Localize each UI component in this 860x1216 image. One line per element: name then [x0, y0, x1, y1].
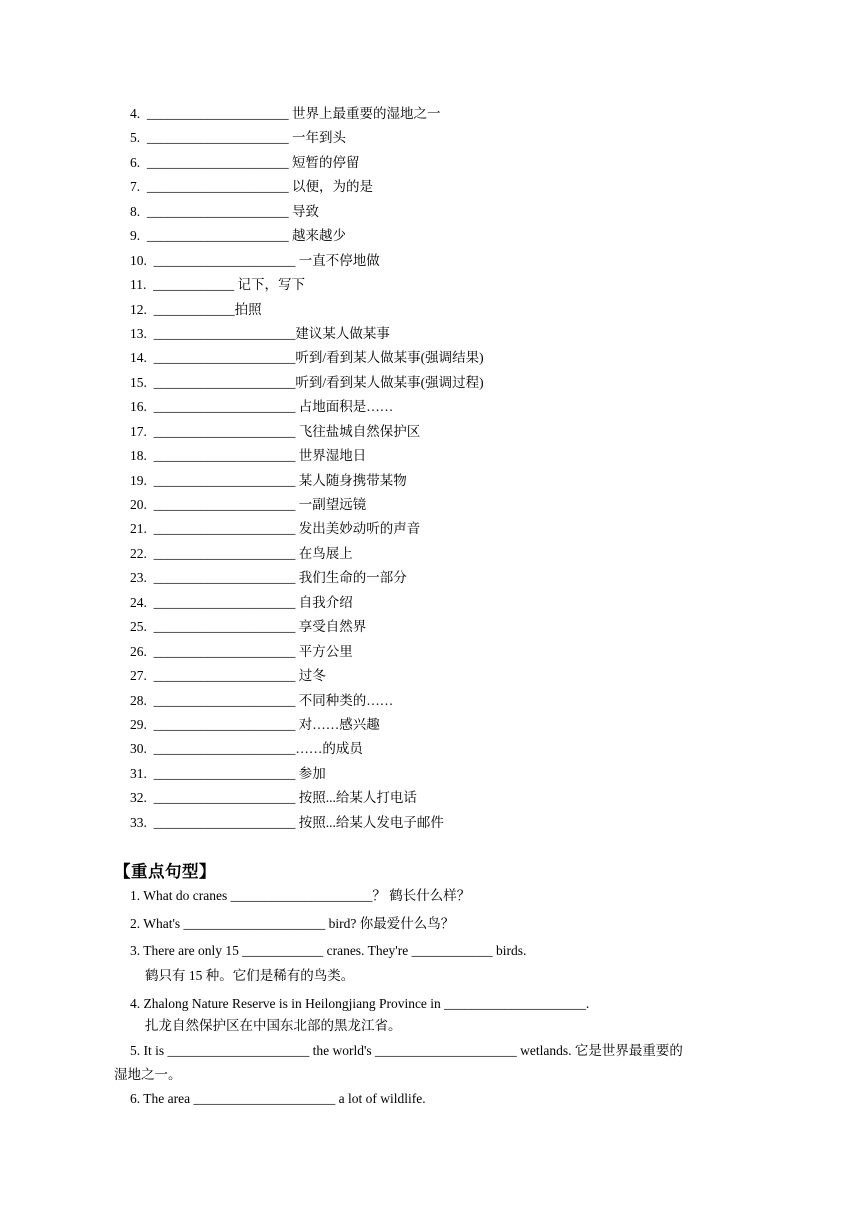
vocab-item-text: _____________________ 一年到头	[146, 130, 346, 146]
vocab-item-text: _____________________ 越来越少	[146, 228, 346, 244]
vocab-item-number: 9.	[130, 228, 141, 244]
vocab-item-text: _____________________ 平方公里	[153, 643, 353, 659]
vocab-item-number: 27.	[130, 668, 147, 684]
vocab-item-text: _____________________ 世界上最重要的湿地之一	[146, 106, 441, 121]
vocab-item-number: 26.	[130, 643, 147, 659]
vocab-item-text: _____________________ 在鸟展上	[153, 545, 353, 561]
sentence-5: 5. It is _____________________ the world's _____________________ wetlands. 它是世界最重要的	[130, 1043, 683, 1058]
sentence-4: 4. Zhalong Nature Reserve is in Heilongjiang Province in _____________________.	[130, 996, 590, 1011]
vocab-item	[130, 249, 770, 273]
vocab-item-text: ____________ 记下，写下	[153, 277, 305, 293]
vocab-item	[130, 566, 770, 590]
vocab-item-text: _____________________ 按照...给某人发电子邮件	[153, 814, 444, 830]
vocab-item-text: ____________拍照	[153, 301, 262, 317]
sentence-5-continuation: 湿地之一。	[114, 1067, 182, 1082]
vocab-item-text: _____________________ 世界湿地日	[153, 448, 367, 464]
vocab-item	[130, 322, 770, 346]
vocab-item	[130, 371, 770, 395]
vocab-item-number: 11.	[130, 277, 147, 293]
vocab-item-text: _____________________ 不同种类的……	[153, 692, 394, 708]
vocab-item-text: _____________________ 占地面积是……	[153, 399, 394, 415]
vocabulary-list	[130, 102, 770, 835]
vocab-item-number: 12.	[130, 301, 147, 317]
vocab-item-number: 13.	[130, 325, 147, 341]
vocab-item-number: 30.	[130, 741, 147, 757]
sentence-3: 3. There are only 15 ____________ cranes. They're ____________ birds.	[130, 943, 527, 958]
vocab-item-text: _____________________ 一直不停地做	[153, 252, 380, 268]
vocab-item-text: _____________________ 参加	[153, 765, 326, 781]
vocab-item	[130, 517, 770, 541]
vocab-item-number: 16.	[130, 399, 147, 415]
vocab-item-text: _____________________……的成员	[153, 741, 363, 757]
vocab-item-text: _____________________听到/看到某人做某事(强调结果)	[153, 350, 484, 366]
vocab-item	[130, 640, 770, 664]
vocab-item-number: 23.	[130, 570, 147, 586]
vocab-item	[130, 689, 770, 713]
vocab-item-number: 19.	[130, 472, 147, 488]
sentence-3-translation: 鹤只有 15 种。它们是稀有的鸟类。	[145, 968, 355, 983]
vocab-item-text: _____________________ 发出美妙动听的声音	[153, 521, 421, 537]
vocab-item-number: 22.	[130, 545, 147, 561]
sentence-6: 6. The area _____________________ a lot of wildlife.	[130, 1091, 426, 1106]
vocab-item	[130, 786, 770, 810]
vocab-item-text: _____________________建议某人做某事	[153, 325, 390, 341]
vocab-item-number: 10.	[130, 252, 147, 268]
vocab-item	[130, 151, 770, 175]
vocab-item	[130, 615, 770, 639]
vocab-item-number: 29.	[130, 716, 147, 732]
sentence-1: 1. What do cranes _____________________？ 鹤长什么样？	[130, 888, 471, 903]
vocab-item	[130, 224, 770, 248]
vocab-item	[130, 737, 770, 761]
vocab-item	[130, 298, 770, 322]
vocab-item-number: 33.	[130, 814, 147, 830]
vocab-item-text: _____________________听到/看到某人做某事(强调过程)	[153, 374, 484, 390]
vocab-item-number: 24.	[130, 594, 147, 610]
vocab-item	[130, 713, 770, 737]
vocab-item-number: 7.	[130, 179, 141, 195]
vocab-item-number: 17.	[130, 423, 147, 439]
vocab-item-number: 32.	[130, 790, 147, 806]
vocab-item-number: 4.	[130, 106, 141, 121]
vocab-item-number: 28.	[130, 692, 147, 708]
vocab-item-text: _____________________ 以便，为的是	[146, 179, 373, 195]
vocab-item-number: 20.	[130, 497, 147, 512]
vocab-item-text: _____________________ 我们生命的一部分	[153, 570, 407, 586]
vocab-item-number: 6.	[130, 154, 141, 170]
vocab-item-text: _____________________ 对……感兴趣	[153, 716, 380, 732]
vocab-item-text: _____________________ 飞往盐城自然保护区	[153, 423, 421, 439]
vocab-item-text: _____________________ 短暂的停留	[146, 154, 360, 170]
vocab-item	[130, 811, 770, 835]
sentence-4-translation: 扎龙自然保护区在中国东北部的黑龙江省。	[145, 1018, 402, 1033]
vocab-item-number: 18.	[130, 448, 147, 464]
vocab-item	[130, 591, 770, 615]
vocab-item-text: _____________________ 某人随身携带某物	[153, 472, 407, 488]
vocab-item-text: _____________________ 享受自然界	[153, 619, 367, 635]
vocab-item	[130, 762, 770, 786]
vocab-item-number: 31.	[130, 765, 147, 781]
vocab-item-number: 21.	[130, 521, 147, 537]
vocab-item-number: 8.	[130, 203, 141, 219]
vocab-item	[130, 346, 770, 370]
vocab-item	[130, 126, 770, 150]
vocab-item	[130, 420, 770, 444]
vocab-item	[130, 102, 770, 126]
vocab-item	[130, 175, 770, 199]
vocab-item-number: 15.	[130, 374, 147, 390]
vocab-item	[130, 469, 770, 493]
vocab-item	[130, 395, 770, 419]
sentence-2: 2. What's _____________________ bird? 你最爱什么鸟？	[130, 916, 455, 931]
vocab-item-text: _____________________ 导致	[146, 203, 319, 219]
vocab-item	[130, 200, 770, 224]
vocab-item-text: _____________________ 自我介绍	[153, 594, 353, 610]
vocab-item-number: 14.	[130, 350, 147, 366]
vocab-item-text: _____________________ 一副望远镜	[153, 497, 367, 512]
vocab-item-text: _____________________ 按照...给某人打电话	[153, 790, 417, 806]
section-heading-key-sentences: 【重点句型】	[114, 862, 216, 881]
vocab-item	[130, 493, 770, 517]
vocab-item-text: _____________________ 过冬	[153, 668, 326, 684]
vocab-item	[130, 444, 770, 468]
vocab-item-number: 25.	[130, 619, 147, 635]
vocab-item	[130, 542, 770, 566]
vocab-item	[130, 273, 770, 297]
vocab-item	[130, 664, 770, 688]
vocab-item-number: 5.	[130, 130, 141, 146]
